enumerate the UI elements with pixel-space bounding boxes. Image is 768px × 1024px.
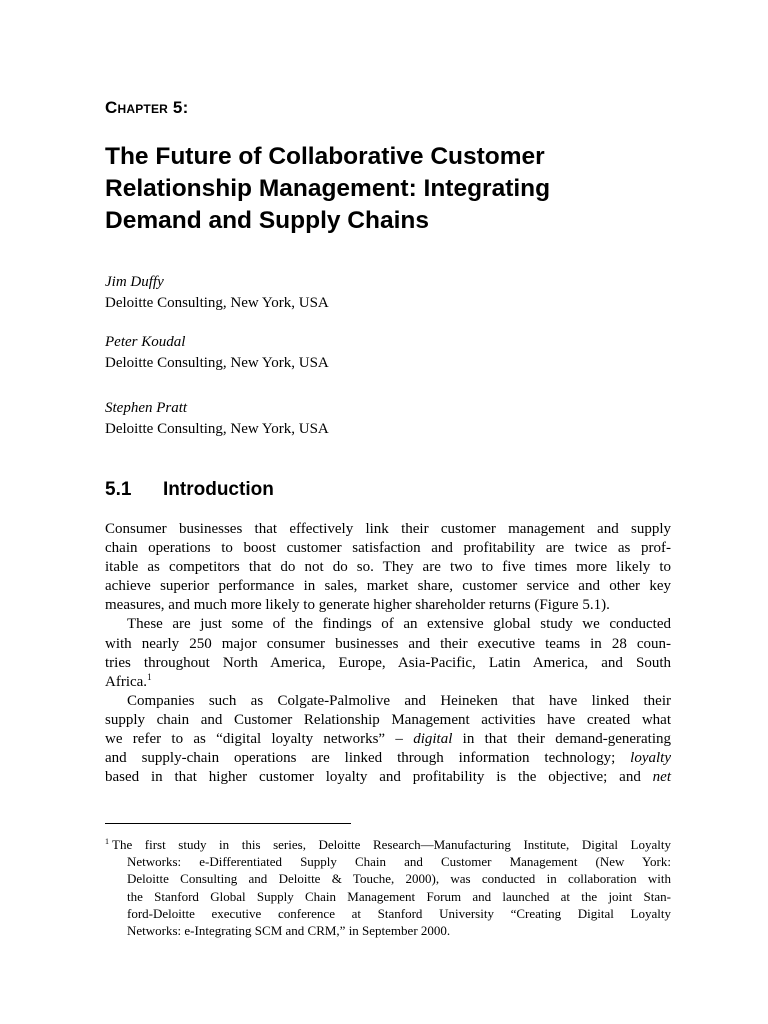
text-line: itable as competitors that do not do so. They are two to five times more likely to (105, 559, 671, 576)
chapter-label: Chapter 5: (105, 98, 189, 117)
section-heading (105, 479, 274, 501)
emphasis: net (652, 769, 671, 786)
chapter-title-line: Relationship Management: Integrating (105, 175, 551, 202)
footnote-marker: 1 (105, 837, 109, 846)
footnote-divider (105, 823, 351, 824)
author-affiliation: Deloitte Consulting, New York, USA (105, 355, 329, 371)
author-name: Jim Duffy (105, 274, 164, 290)
author-name: Stephen Pratt (105, 400, 188, 416)
footnote-line: Networks: e-Differentiated Supply Chain and Customer Management (New York: (127, 854, 671, 870)
section-number: 5.1 (105, 479, 132, 500)
chapter-title (105, 141, 705, 237)
chapter-title-line: Demand and Supply Chains (105, 207, 429, 234)
text-segment: based in that higher customer loyalty and profitability is the objective; and (105, 769, 653, 786)
author-block (105, 398, 329, 440)
footnote-line (105, 836, 671, 853)
text-line: measures, and much more likely to generate higher shareholder returns (Figure 5.1). (105, 597, 610, 614)
emphasis: digital (413, 731, 453, 748)
text-line (105, 749, 671, 768)
footnote (105, 836, 671, 939)
footnote-line: ford-Deloitte executive conference at Stanford University “Creating Digital Loyalty (127, 905, 671, 921)
section-title: Introduction (163, 479, 274, 500)
text-line (105, 730, 671, 749)
footnote-line: Deloitte Consulting and Deloitte & Touche, 2000), was conducted in collaboration with (127, 871, 671, 887)
text-segment: Africa. (105, 673, 148, 690)
text-line: with nearly 250 major consumer businesses and their executive teams in 28 coun- (105, 635, 671, 652)
text-line: Consumer businesses that effectively link their customer management and supply (105, 521, 671, 537)
text-line: Companies such as Colgate-Palmolive and Heineken that have linked their (127, 692, 671, 709)
emphasis: loyalty (630, 750, 671, 767)
text-segment: The first study in this series, Deloitte Research—Manufacturing Institute, Digital Loyalty (112, 837, 671, 852)
text-line: supply chain and Customer Relationship Management activities have created what (105, 711, 671, 728)
text-line: achieve superior performance in sales, market share, customer service and other key (105, 578, 671, 595)
text-segment: we refer to as “digital loyalty networks” – (105, 731, 414, 748)
footnote-reference: 1 (147, 671, 152, 682)
text-line (105, 768, 671, 787)
text-line: chain operations to boost customer satisfaction and profitability are twice as prof- (105, 540, 671, 557)
chapter-title-line: The Future of Collaborative Customer (105, 143, 545, 170)
footnote-line: Networks: e-Integrating SCM and CRM,” in September 2000. (127, 922, 451, 938)
body-text (105, 520, 671, 787)
author-block (105, 272, 329, 314)
text-segment: in that their demand-generating (452, 731, 672, 748)
author-affiliation: Deloitte Consulting, New York, USA (105, 421, 329, 437)
footnote-line: the Stanford Global Supply Chain Management Forum and launched at the joint Stan- (127, 888, 671, 904)
text-line: tries throughout North America, Europe, Asia-Pacific, Latin America, and South (105, 654, 671, 671)
author-affiliation: Deloitte Consulting, New York, USA (105, 295, 329, 311)
text-line (105, 673, 671, 692)
author-block (105, 332, 329, 374)
text-segment: and supply-chain operations are linked through information technology; (105, 750, 631, 767)
author-name: Peter Koudal (105, 334, 186, 350)
text-line: These are just some of the findings of an extensive global study we conducted (127, 616, 671, 633)
